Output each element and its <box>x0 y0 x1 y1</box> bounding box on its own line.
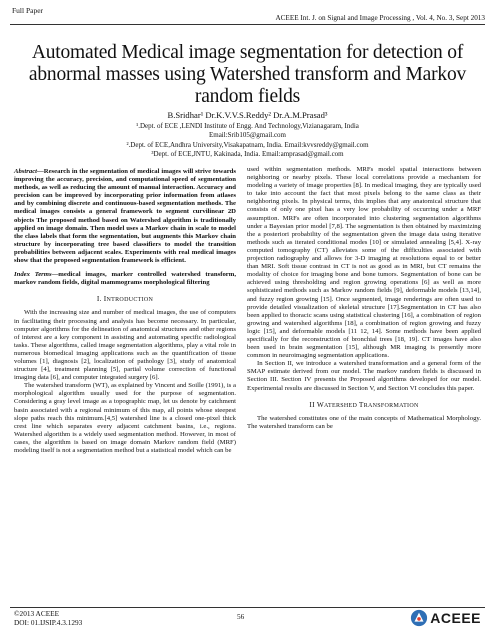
page-number: 56 <box>237 612 245 621</box>
index-terms <box>14 271 236 287</box>
paper-authors: B.Sridhar¹ Dr.K.V.V.S.Reddy² Dr.A.M.Prasad³ <box>167 110 328 120</box>
section-2-initial-2: T <box>358 399 364 409</box>
index-terms-text: —medical images, marker controlled watershed transform, markov random fields, digital mammograms morphological filtering <box>14 271 236 287</box>
left-column <box>14 168 236 455</box>
section-2-numeral: II <box>309 399 315 409</box>
paper-title: Automated Medical image segmentation for detection of abnormal masses using Watershed transform and Markov random fields <box>28 42 467 107</box>
section-1-title: NTRODUCTION <box>106 297 154 304</box>
watershed-paragraph: The watershed constitutes one of the main concepts of Mathematical Morphology. The watershed transform can be <box>247 414 481 430</box>
section-1-numeral: I. <box>96 294 102 304</box>
aceee-logo <box>410 609 481 627</box>
section-2-initial-1: W <box>316 399 325 409</box>
affiliation-1-email: Email:Srib105@gmail.com <box>208 131 287 139</box>
section-1-heading <box>14 295 236 304</box>
index-terms-label: Index Terms <box>14 271 52 279</box>
section-2-heading <box>247 401 481 410</box>
section-1-initial: I <box>103 294 107 304</box>
header-divider <box>10 24 485 25</box>
section-2-title-1: ATERSHED <box>324 402 359 409</box>
abstract-label: Abstract <box>14 168 38 175</box>
mrf-paragraph: used within segmentation methods. MRFs model spatial interactions between neighboring or nearby pixels. These local correlations provide a mechanism for modeling a variety of image properties [8]. In medical imaging, they are typically used to take into account the fact that most pixels belong to the same class as their neighboring pixels. In physical terms, this implies that any anatomical structure that consists of only one pixel has a very low probability of occurring under a MRF assumption. MRFs are often incorporated into clustering segmentation algorithms under a Bayesian prior model [7,8]. The segmentation is then obtained by maximizing the a posteriori probability of the segmentation given the image data using iterative methods such as iterated conditional modes [10] or simulated annealing [5,4]. X-ray computed tomography (CT) alleviates some of the difficulties associated with projection radiography and allows for 3-D imaging at resolutions equal to or better than MRI. Soft tissue contrast in CT is not as good as in MRI, but CT remains the modality of choice for imaging bone and bone tumors. Segmentation of bone can be achieved using thresholding and region growing operations [6] as well as more sophisticated methods such as Markov random fields [9], deformable models [13,14], and fuzzy region growing [15]. Once segmented, image renderings are often used to provide detailed visualization of skeletal structure [17].Segmentation in CT has also been applied to thoracic scans using statistical clustering [16], a combination of region growing and watershed algorithms [18], a combination of region growing and fuzzy logic [15], and deformable models [11 12, 14]. Some methods have been applied specifically for the reconstruction of bronchial trees [18, 19]. CT images have also been used in brain segmentation [15], although MR imaging is presently more common in neuroimaging segmentation applications. <box>247 166 481 360</box>
affiliation-1: ¹.Dept. of ECE ,LENDI Institute of Engg. And Technology,Vizianagaram, India <box>136 122 359 130</box>
section-2-title-2: RANSFORMATION <box>363 402 419 409</box>
doi: DOI: 01.IJSIP.4.3.1293 <box>14 618 83 627</box>
intro-paragraph-2: The watershed transform (WT), as explained by Vincent and Soille (1991), is a morphological algorithm usually used for the purpose of segmentation. Considering a gray level image as a topographic map, let us denote by catchment basin associated with a regional minimum of this map, all points whose steepest slope paths reach this minimum.[4,5] watershed line is a closed one-pixel thick crest line which separates every adjacent catchment basins, i.e., regions. Watershed algorithm is a widely used segmentation method. However, in most of cases, the algorithm is based on image domain Markov random field (MRF) modeling itself is not a segmentation method but a statistical model which can be <box>14 382 236 454</box>
aceee-logo-icon <box>410 609 428 627</box>
aceee-logo-text: ACEEE <box>430 610 481 626</box>
affiliation-2: ².Dept. of ECE,Andhra University,Visakapatnam, India. Email:kvvsreddy@gmail.com <box>126 141 369 149</box>
journal-type-label: Full Paper <box>12 6 44 15</box>
footer-info <box>14 609 82 627</box>
affiliation-3: ³Dept. of ECE,JNTU, Kakinada, India. Email:amprasad@gmail.com <box>151 150 344 158</box>
copyright: ©2013 ACEEE <box>14 609 60 618</box>
abstract-text: —Research in the segmentation of medical images will strive towards improving the accuracy, precision, and computational speed of segmentation methods, as well as reducing the amount of manual interaction. Accuracy and precision can be improved by incorporating prior information from atlases and by combining discrete and continuous-based segmentation methods. The medical images consists a general framework to segment curvilinear 2D objects The proposed method based on Watershed algorithm is traditionally applied on image domain. Then model uses a Markov chain in scale to model the class labels that form the segmentation, but augments this Markov chain structure by incorporating tree based classifiers to model the transition probabilities between adjacent scales. Experiments with real medical images show that the proposed segmentation framework is efficient. <box>14 168 236 265</box>
journal-citation: ACEEE Int. J. on Signal and Image Processing , Vol. 4, No. 3, Sept 2013 <box>275 14 485 22</box>
right-column <box>247 166 481 431</box>
outline-paragraph: In Section II, we introduce a watershed transformation and a general form of the SMAP estimate derived from our model. The markov random fields is discussed in Section III. Section IV presents the Proposed algorithms developed for our model. Experimental results are discussed in Section V, and Section VI concludes this paper. <box>247 360 481 392</box>
footer-divider <box>10 607 485 608</box>
abstract <box>14 168 236 265</box>
intro-paragraph-1: With the increasing size and number of medical images, the use of computers in facilitating their processing and analysis has become necessary. In particular, computer algorithms for the delineation of anatomical structures and other regions of interest are a key component in assisting and automating specific radiological tasks. These algorithms, called image segmentation algorithms, play a vital role in numerous biomedical imaging applications such as the quantification of tissue volumes [1], diagnosis [2], localization of pathology [3], study of anatomical structure [4], treatment planning [5], partial volume correction of functional imaging data [6], and computer integrated surgery [6]. <box>14 309 236 382</box>
